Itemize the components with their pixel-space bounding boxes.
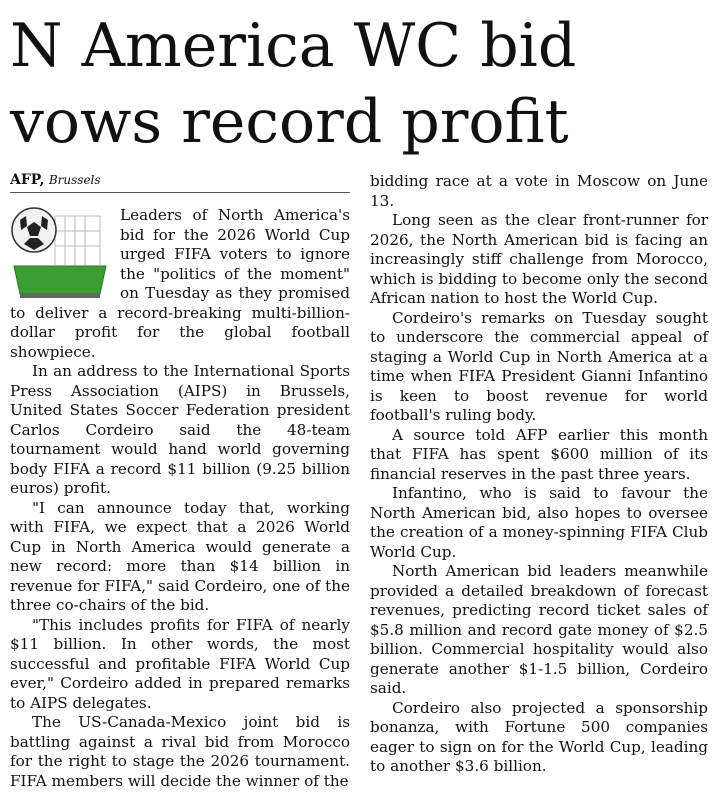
- byline-agency: AFP,: [10, 172, 45, 188]
- paragraph: Cordeiro also projected a sponsorship bonanza, with Fortune 500 companies eager to sign on for the World Cup, leading to another $3.6 billion.: [370, 698, 708, 775]
- paragraph: In an address to the International Sports Press Association (AIPS) in Brussels, United States Soccer Federation president Carlos Cordeiro said the 48-team tournament would hand world governing body FIFA a record $11 billion (9.25 billion euros) profit.: [10, 362, 350, 497]
- headline-line-1: N America WC bid: [10, 11, 577, 81]
- paragraph: bidding race at a vote in Moscow on June 13.: [370, 172, 708, 210]
- paragraph: "This includes profits for FIFA of nearly $11 billion. In other words, the most successful and profitable FIFA World Cup ever," Cordeiro added in prepared remarks to AIPS delegates.: [10, 615, 350, 712]
- article-column-2: [370, 172, 708, 777]
- paragraph: A source told AFP earlier this month that FIFA has spent $600 million of its financial reserves in the past three years.: [370, 425, 708, 483]
- paragraph: Leaders of North America's bid for the 2026 World Cup urged FIFA voters to ignore the "politics of the moment" on Tuesday as they promised to deliver a record-breaking multi-billion-dollar profit for the global football showpiece.: [10, 206, 350, 361]
- paragraph: North American bid leaders meanwhile provided a detailed breakdown of forecast revenues, predicting record ticket sales of $5.8 million and record gate money of $2.5 billion. Commercial hospitality would also generate another $1-1.5 billion, Cordeiro said.: [370, 562, 708, 697]
- byline-place: Brussels: [48, 173, 101, 187]
- paragraph: Long seen as the clear front-runner for 2026, the North American bid is facing an increasingly stiff challenge from Morocco, which is bidding to become only the second African nation to host the World Cup.: [370, 211, 708, 307]
- paragraph: Infantino, who is said to favour the North American bid, also hopes to oversee the creation of a money-spinning FIFA Club World Cup.: [370, 484, 708, 561]
- headline: [10, 8, 710, 160]
- article-column-1: [10, 206, 350, 791]
- paragraph: The US-Canada-Mexico joint bid is battling against a rival bid from Morocco for the right to stage the 2026 tournament. FIFA members will decide the winner of the: [10, 713, 350, 790]
- paragraph: "I can announce today that, working with FIFA, we expect that a 2026 World Cup in North America would generate a new record: more than $14 billion in revenue for FIFA," said Cordeiro, one of the three co-chairs of the bid.: [10, 498, 350, 614]
- byline: [10, 172, 350, 193]
- headline-line-2: vows record profit: [10, 87, 569, 157]
- paragraph: Cordeiro's remarks on Tuesday sought to underscore the commercial appeal of staging a World Cup in North America at a time when FIFA President Gianni Infantino is keen to boost revenue for world football's ruling body.: [370, 308, 708, 424]
- soccer-ball-icon: [10, 206, 110, 298]
